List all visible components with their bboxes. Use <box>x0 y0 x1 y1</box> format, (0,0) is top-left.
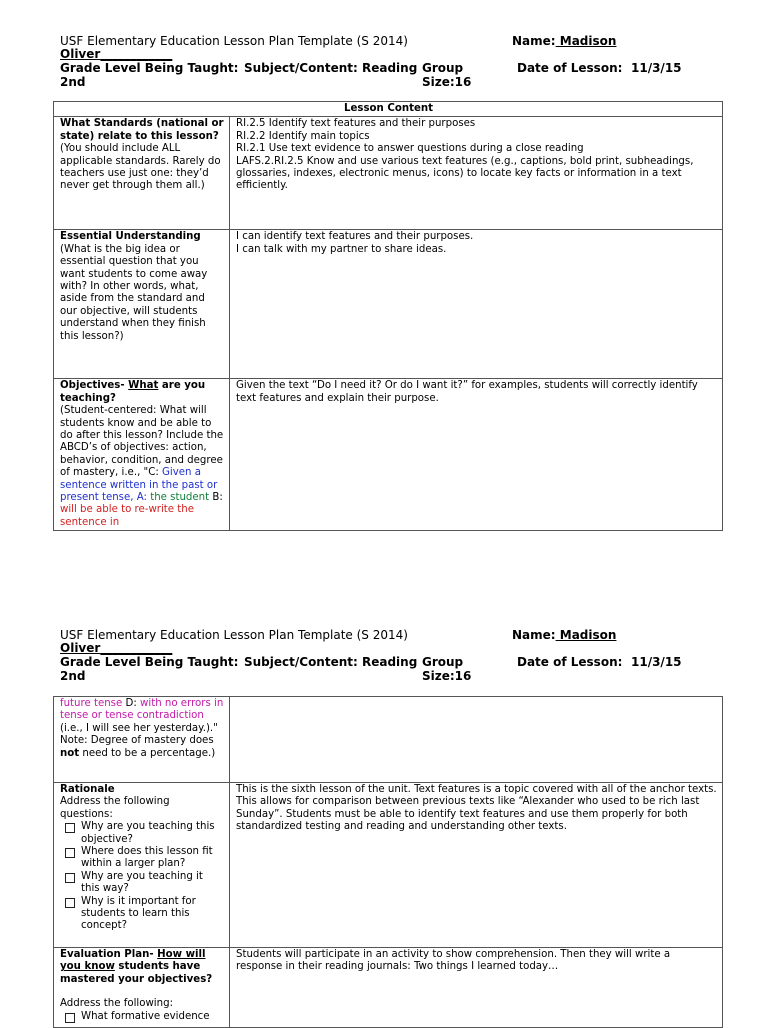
checkbox-icon <box>65 898 75 908</box>
template-title: USF Elementary Education Lesson Plan Template (S 2014) <box>60 628 408 642</box>
subject-label: Subject/Content: Reading <box>244 61 418 75</box>
page2-header <box>60 628 720 688</box>
name-label: Name: Madison <box>512 628 617 642</box>
group-size: Size:16 <box>422 75 472 89</box>
rationale-row <box>54 783 723 948</box>
essential-label: Essential Understanding <box>60 231 201 243</box>
lesson-plan-continued-table <box>53 696 723 1028</box>
subject-label: Subject/Content: Reading <box>244 655 418 669</box>
evaluation-content-cell <box>230 948 723 1028</box>
rationale-label: Rationale <box>60 784 115 795</box>
objectives-continued-row <box>54 697 723 783</box>
lesson-content-heading: Lesson Content <box>54 102 723 117</box>
rationale-question: Why are you teaching this objective? <box>65 821 224 846</box>
essential-line: I can identify text features and their purposes. <box>236 231 474 243</box>
essential-help: (What is the big idea or essential question that you want students to come away with? In other words, what, aside from the standard and our objective, will students understand when they finish this lesson?) <box>60 243 208 342</box>
page1-header <box>60 34 720 94</box>
evaluation-question: What formative evidence <box>65 1011 224 1023</box>
name-last: Oliver____________ <box>60 641 173 655</box>
name-last: Oliver____________ <box>60 47 173 61</box>
checkbox-icon <box>65 823 75 833</box>
grade-label: Grade Level Being Taught: <box>60 61 239 75</box>
objectives-continued-content <box>230 697 723 783</box>
date-label: Date of Lesson: <box>517 61 623 75</box>
essential-line: I can talk with my partner to share ideas. <box>236 243 447 255</box>
standard-line: RI.2.1 Use text evidence to answer questions during a close reading <box>236 143 584 155</box>
objectives-continued-cell <box>54 697 230 783</box>
date-value: 11/3/15 <box>631 655 682 669</box>
evaluation-label-cell <box>54 948 230 1028</box>
standards-row <box>54 117 723 230</box>
group-label: Group <box>422 655 464 669</box>
group-size: Size:16 <box>422 669 472 683</box>
rationale-content-cell <box>230 783 723 948</box>
standards-help: (You should include ALL applicable standards. Rarely do teachers use just one: they’d never get through them all.) <box>60 143 221 192</box>
mastery-note: Note: Degree of mastery does not need to be a percentage.) <box>60 735 216 759</box>
objectives-label: Objectives- What are you teaching? <box>60 380 206 404</box>
rationale-question: Why is it important for students to learn this concept? <box>65 896 224 933</box>
essential-label-cell <box>54 230 230 379</box>
rationale-intro: Address the following questions: <box>60 796 170 820</box>
evaluation-intro: Address the following: <box>60 998 173 1010</box>
lesson-content-table <box>53 101 723 531</box>
standard-line: LAFS.2.RI.2.5 Know and use various text features (e.g., captions, bold print, subheadings, glossaries, indexes, electronic menus, icons) to locate key facts or information in a text efficiently. <box>236 155 694 192</box>
standards-content-cell <box>230 117 723 230</box>
rationale-label-cell <box>54 783 230 948</box>
date-label: Date of Lesson: <box>517 655 623 669</box>
evaluation-label: Evaluation Plan- How will you know students have mastered your objectives? <box>60 949 213 985</box>
objectives-help: (Student-centered: What will students know and be able to do after this lesson? Include the ABCD’s of objectives: action, behavior, condition, and degree of mastery, i.e., "C: Given a sentence written in the past or present tense, A: the student B: will be able to re-write the sentence in <box>60 405 224 528</box>
essential-content-cell <box>230 230 723 379</box>
name-label: Name: Madison <box>512 34 617 48</box>
template-title: USF Elementary Education Lesson Plan Template (S 2014) <box>60 34 408 48</box>
evaluation-content: Students will participate in an activity to show comprehension. Then they will write a response in their reading journals: Two things I learned today… <box>236 949 671 973</box>
grade-value: 2nd <box>60 669 86 683</box>
evaluation-row <box>54 948 723 1028</box>
essential-row <box>54 230 723 379</box>
standard-line: RI.2.2 Identify main topics <box>236 130 370 142</box>
objectives-content: Given the text “Do I need it? Or do I want it?” for examples, students will correctly identify text features and explain their purpose. <box>236 380 698 404</box>
objectives-content-cell <box>230 379 723 531</box>
standards-label-cell <box>54 117 230 230</box>
group-label: Group <box>422 61 464 75</box>
grade-label: Grade Level Being Taught: <box>60 655 239 669</box>
rationale-question: Why are you teaching it this way? <box>65 871 224 896</box>
objectives-continued-text: future tense D: with no errors in tense or tense contradiction (i.e., I will see her yesterday.)." <box>60 698 224 734</box>
objectives-label-cell <box>54 379 230 531</box>
objectives-row <box>54 379 723 531</box>
checkbox-icon <box>65 873 75 883</box>
rationale-content: This is the sixth lesson of the unit. Text features is a topic covered with all of the anchor texts. This allows for comparison between previous texts like “Alexander who used to be rich last Sunday”. Students must be able to identify text features and use them properly for both standardized testing and reading and understanding other texts. <box>236 784 717 833</box>
date-value: 11/3/15 <box>631 61 682 75</box>
checkbox-icon <box>65 848 75 858</box>
grade-value: 2nd <box>60 75 86 89</box>
checkbox-icon <box>65 1013 75 1023</box>
rationale-question: Where does this lesson fit within a larger plan? <box>65 846 224 871</box>
standard-line: RI.2.5 Identify text features and their purposes <box>236 118 476 130</box>
standards-label: What Standards (national or state) relate to this lesson? <box>60 118 224 142</box>
